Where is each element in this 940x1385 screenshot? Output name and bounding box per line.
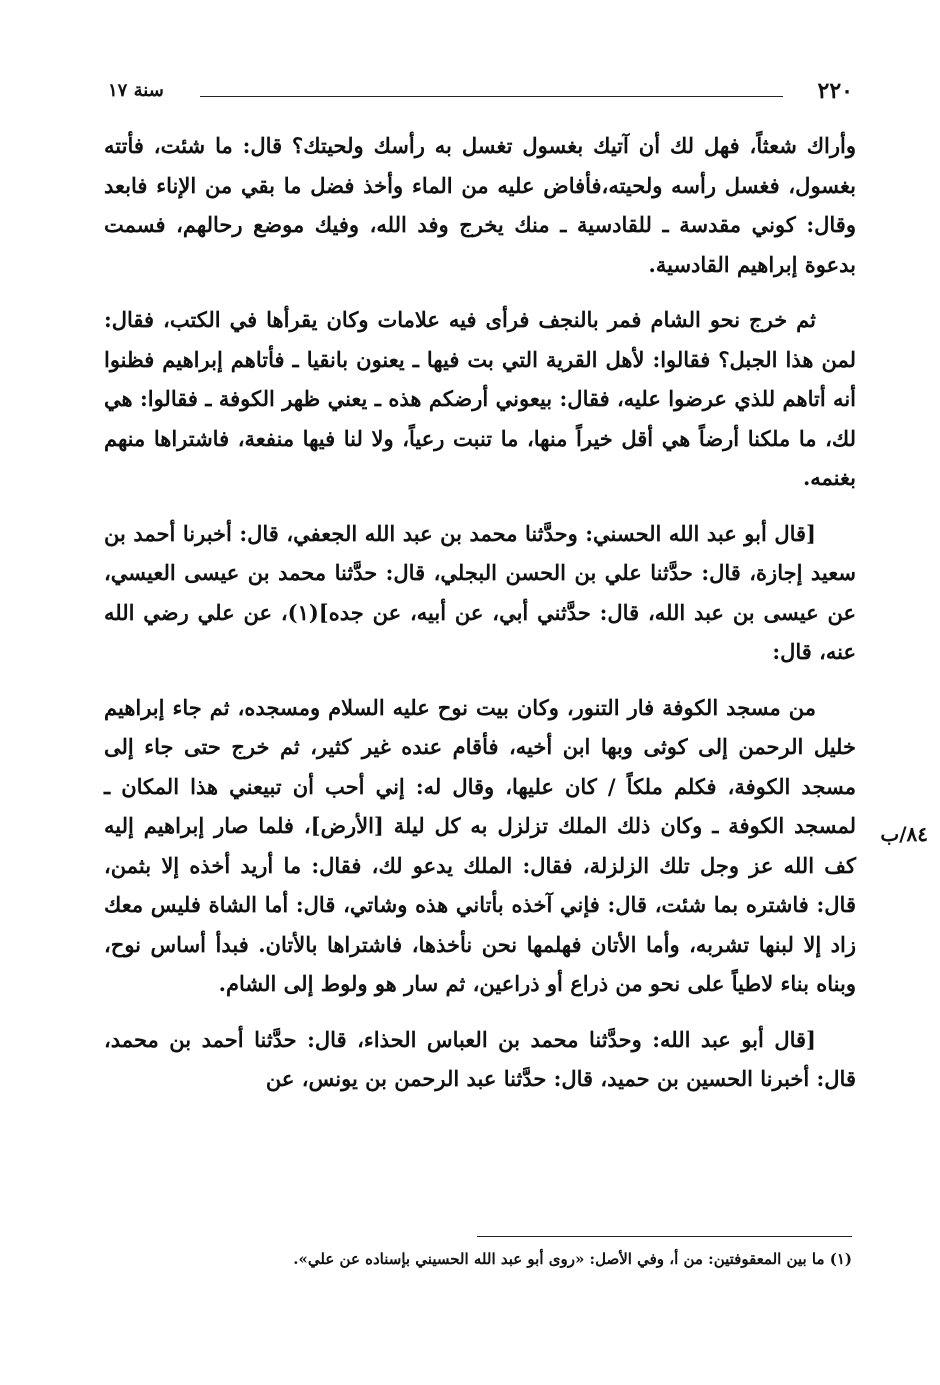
paragraph: [قال أبو عبد الله الحسني: وحدَّثنا محمد بن عبد الله الجعفي، قال: أخبرنا أحمد بن سعيد إجازة، قال: حدَّثنا علي بن الحسن البجلي، قال: حدَّثنا محمد بن عيسى العيسي، عن عيسى بن عبد الله، قال: حدَّثني أبي، عن أبيه، عن جده](١)، عن علي رضي الله عنه، قال: [104, 520, 856, 664]
paragraph: ثم خرج نحو الشام فمر بالنجف فرأى فيه علامات وكان يقرأها في الكتب، فقال: لمن هذا الجبل؟ فقالوا: لأهل القرية التي بت فيها ـ يعنون بانقيا ـ فأتاهم إبراهيم فظنوا أنه أتاهم للذي عرضوا عليه، فقال: بيعوني أرضكم هذه ـ يعني ظهر الكوفة ـ فقالوا: هي لك، ما ملكنا أرضاً هي أقل خيراً منها، ما تنبت رعياً، ولا لنا فيها منفعة، فاشتراها منهم بغنمه. [104, 307, 856, 490]
header-rule [200, 96, 783, 97]
page-header [108, 78, 853, 108]
footnote-rule [477, 1236, 852, 1237]
main-text [104, 126, 856, 1099]
paragraph: وأراك شعثاً، فهل لك أن آتيك بغسول تغسل به رأسك ولحيتك؟ قال: ما شئت، فأتته بغسول، فغسل رأسه ولحيته،فأفاض عليه من الماء وأخذ فضل ما بقي من الإناء فابعد وقال: كوني مقدسة ـ للقادسية ـ منك يخرج وفد الله، وفيك موضع رحالهم، فسمت بدعوة إبراهيم القادسية. [104, 133, 856, 277]
page-number: ٢٢٠ [817, 78, 853, 104]
running-head-year: سنة ١٧ [108, 80, 164, 101]
folio-margin-note: ٨٤/ب [880, 822, 928, 846]
paragraph: [قال أبو عبد الله: وحدَّثنا محمد بن العباس الحذاء، قال: حدَّثنا أحمد بن محمد، قال: أخبرنا الحسين بن حميد، قال: حدَّثنا عبد الرحمن بن يونس، عن [104, 1026, 856, 1091]
footnote: (١) ما بين المعقوفتين: من أ، وفي الأصل: «روى أبو عبد الله الحسيني بإسناده عن علي». [293, 1250, 852, 1268]
paragraph: من مسجد الكوفة فار التنور، وكان بيت نوح عليه السلام ومسجده، ثم جاء إبراهيم خليل الرحمن إلى كوثى وبها ابن أخيه، فأقام عنده غير كثير، ثم خرج حتى جاء إلى مسجد الكوفة، فكلم ملكاً / كان عليها، وقال له: إني أحب أن تبيعني هذا المكان ـ لمسجد الكوفة ـ وكان ذلك الملك تزلزل به كل ليلة [الأرض]، فلما صار إبراهيم إليه كف الله عز وجل تلك الزلزلة، فقال: الملك يدعو لك، فقال: ما أريد أخذه إلا بثمن، قال: فاشتره بما شئت، قال: فإني آخذه بأتاني هذه وشاتي، قال: أما الشاة فليس معك زاد إلا لبنها تشربه، وأما الأتان فهلمها نحن نأخذها، فاشتراها بالأتان. فبدأ أساس نوح، وبناه بناء لاطياً على نحو من ذراع أو ذراعين، ثم سار هو ولوط إلى الشام. [104, 694, 856, 996]
